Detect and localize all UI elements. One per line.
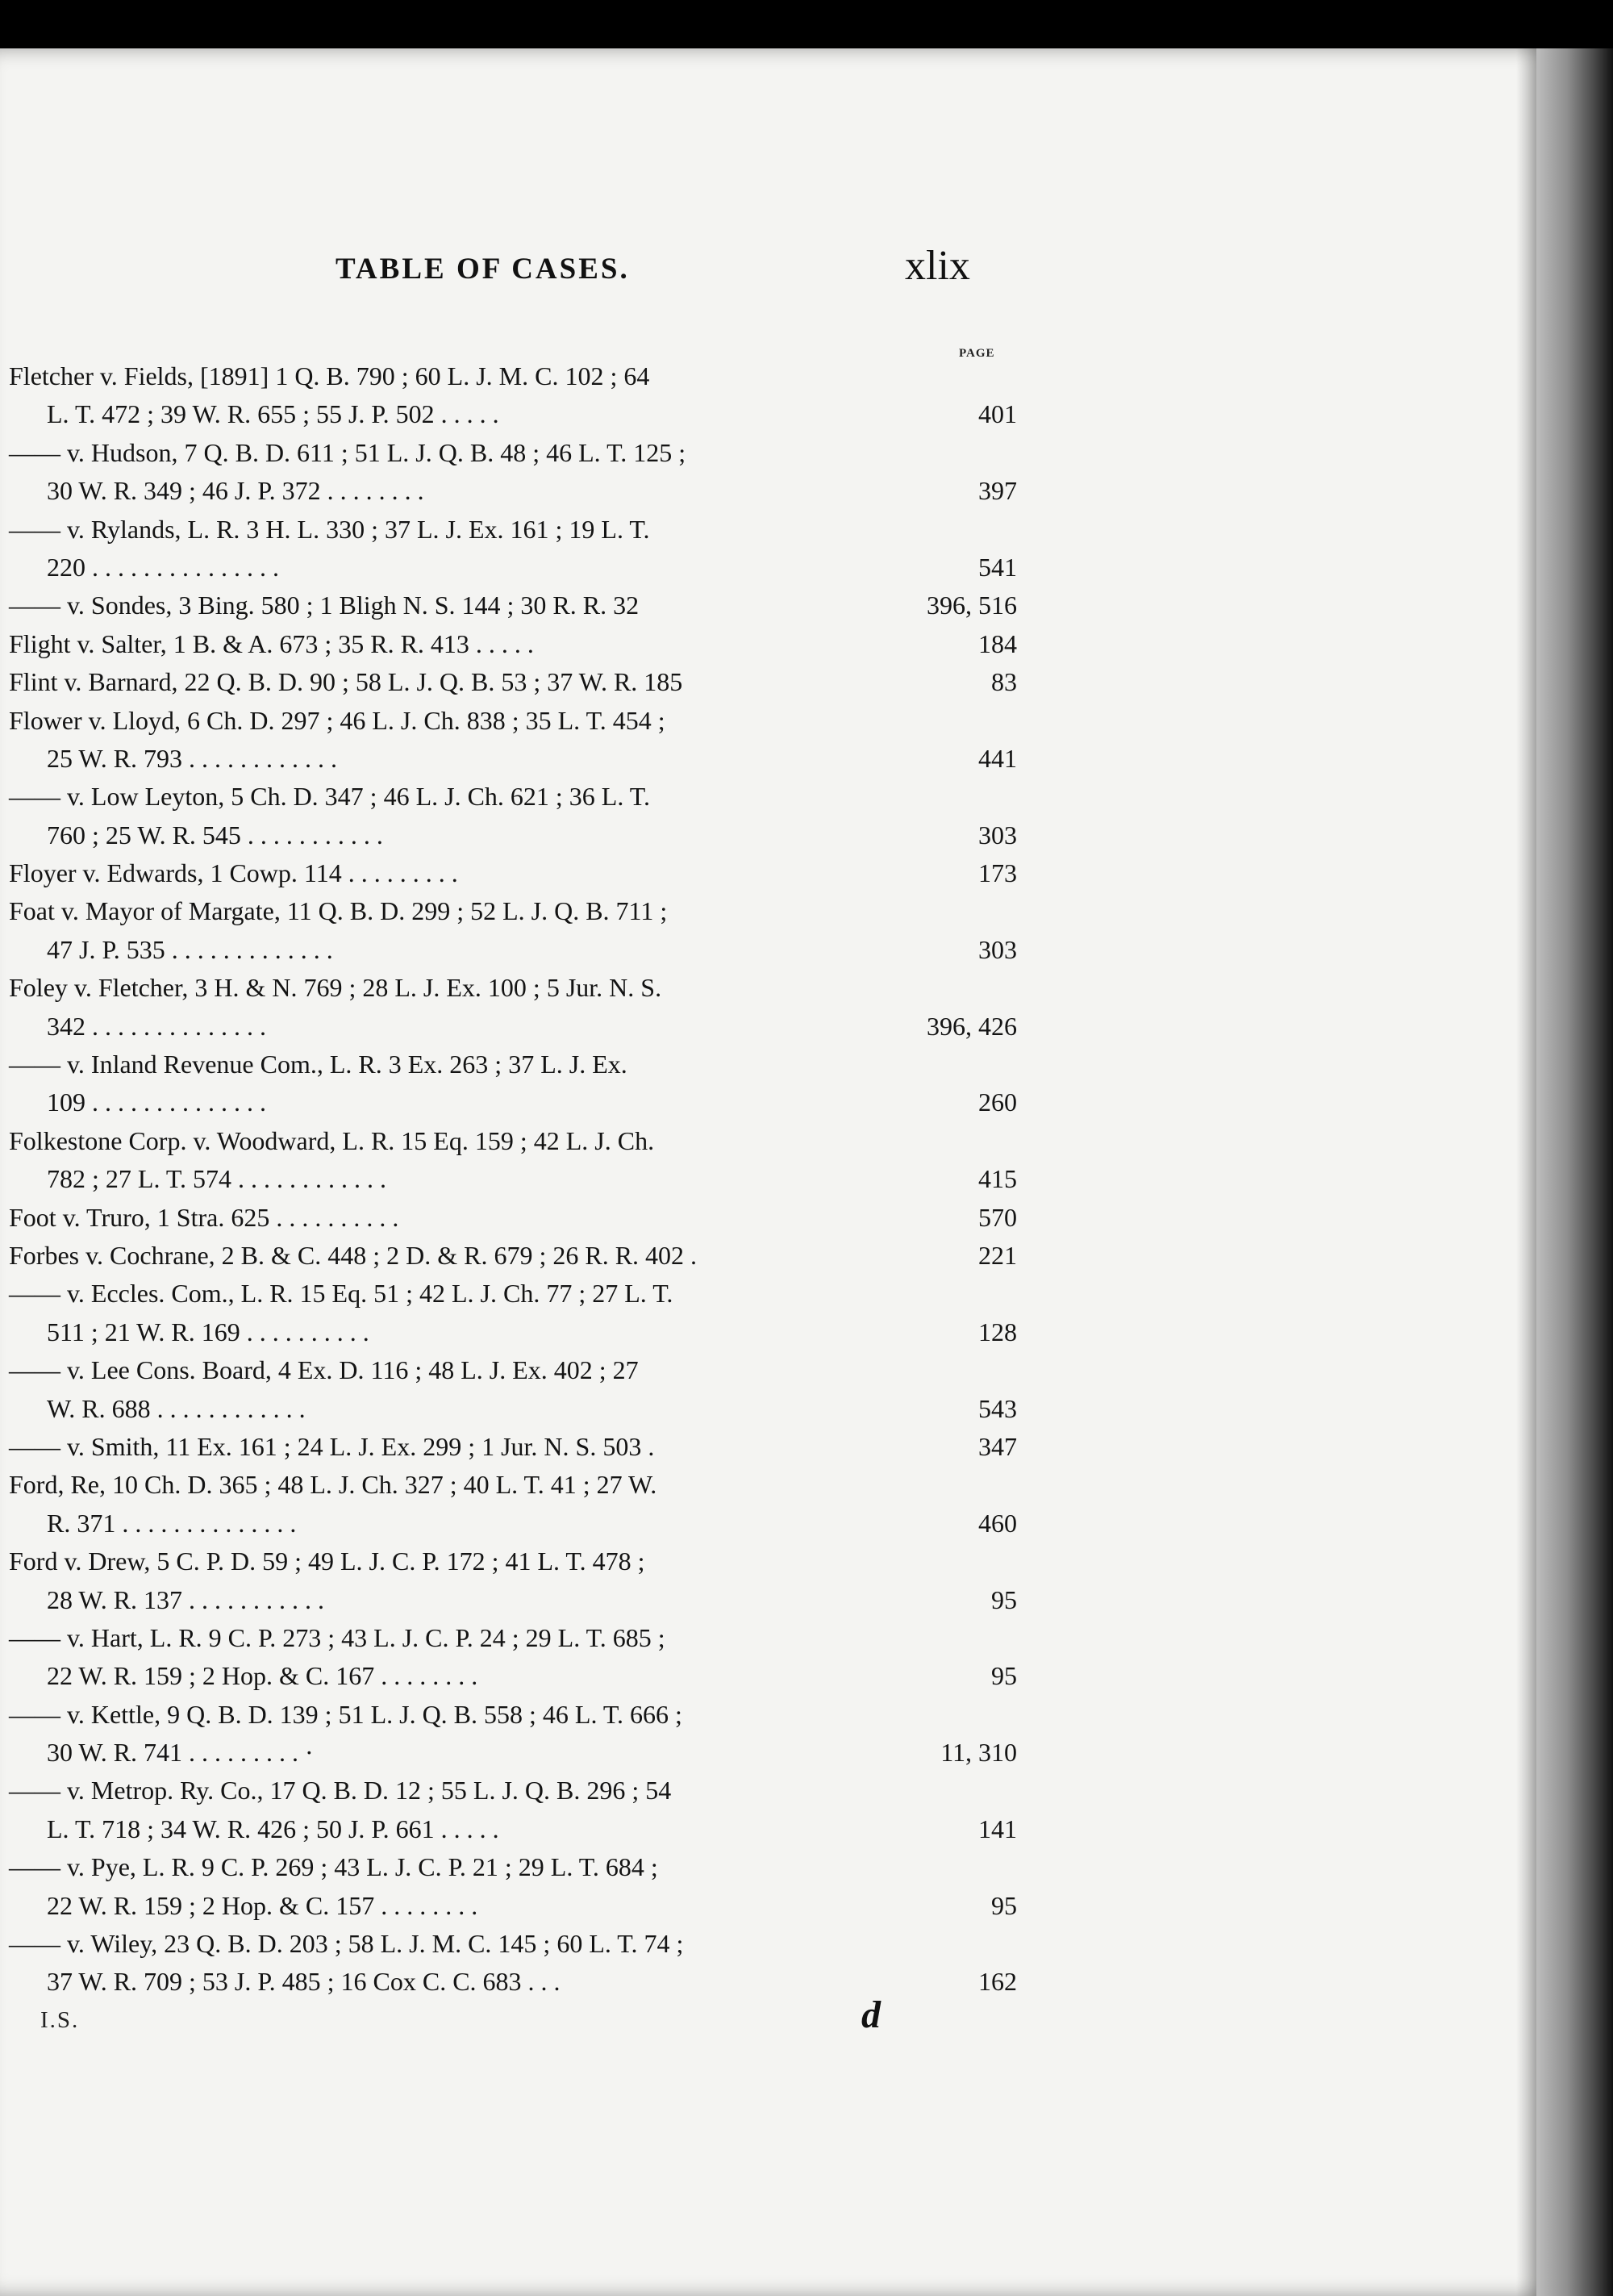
case-page-number: 396, 426 <box>927 1011 1017 1041</box>
case-entry-line <box>9 892 1017 930</box>
case-citation-text: —— v. Inland Revenue Com., L. R. 3 Ex. 263 ; 37 L. J. Ex. <box>9 1050 627 1079</box>
case-entry-line <box>9 511 1017 549</box>
case-citation-text: —— v. Hart, L. R. 9 C. P. 273 ; 43 L. J. C. P. 24 ; 29 L. T. 685 ; <box>9 1622 665 1652</box>
case-entry-line <box>9 1925 1017 1963</box>
case-citation-text: 25 W. R. 793 . . . . . . . . . . . . <box>47 743 338 773</box>
case-citation-text: Forbes v. Cochrane, 2 B. & C. 448 ; 2 D. & R. 679 ; 26 R. R. 402 . <box>9 1240 698 1270</box>
case-entry-line <box>9 969 1017 1007</box>
case-page-number: 570 <box>978 1202 1017 1232</box>
case-entry <box>9 625 1017 663</box>
case-page-number: 128 <box>978 1317 1017 1346</box>
case-entry-line <box>9 625 1017 663</box>
case-citation-text: —— v. Smith, 11 Ex. 161 ; 24 L. J. Ex. 299 ; 1 Jur. N. S. 503 . <box>9 1431 655 1461</box>
case-entry <box>9 1542 1017 1619</box>
case-entry-line <box>9 1199 1017 1237</box>
case-entry <box>9 1122 1017 1199</box>
case-citation-text: 47 J. P. 535 . . . . . . . . . . . . . <box>47 934 333 964</box>
case-entry-line <box>9 1428 1017 1466</box>
case-entry-line <box>9 1390 1017 1428</box>
case-entry <box>9 1772 1017 1848</box>
case-page-number: 415 <box>978 1164 1017 1194</box>
case-page-number: 95 <box>991 1661 1017 1691</box>
case-entry-line <box>9 1810 1017 1848</box>
case-entry-line <box>9 816 1017 854</box>
case-page-number: 83 <box>991 667 1017 697</box>
case-entry-line <box>9 1657 1017 1695</box>
case-entry-line <box>9 1466 1017 1504</box>
case-citation-text: 342 . . . . . . . . . . . . . . <box>47 1011 266 1041</box>
case-entry-line <box>9 663 1017 701</box>
case-page-number: 141 <box>978 1814 1017 1843</box>
case-citation-text: L. T. 718 ; 34 W. R. 426 ; 50 J. P. 661 . . . . . <box>47 1814 499 1843</box>
case-citation-text: L. T. 472 ; 39 W. R. 655 ; 55 J. P. 502 . . . . . <box>47 399 499 429</box>
book-spine <box>1536 48 1613 2296</box>
case-entry-line <box>9 1696 1017 1734</box>
case-entry-line <box>9 1275 1017 1313</box>
case-citation-text: —— v. Rylands, L. R. 3 H. L. 330 ; 37 L. J. Ex. 161 ; 19 L. T. <box>9 514 650 544</box>
case-page-number: 173 <box>978 858 1017 888</box>
case-entry <box>9 1619 1017 1696</box>
case-citation-text: 30 W. R. 741 . . . . . . . . . · <box>47 1738 314 1768</box>
case-entry <box>9 1046 1017 1122</box>
case-entry-line <box>9 434 1017 472</box>
case-citation-text: —— v. Low Leyton, 5 Ch. D. 347 ; 46 L. J. Ch. 621 ; 36 L. T. <box>9 782 650 812</box>
case-entry-line <box>9 1505 1017 1542</box>
table-of-cases-list <box>9 357 1017 2002</box>
case-entry-line <box>9 854 1017 892</box>
case-entry-line <box>9 1772 1017 1810</box>
case-citation-text: 511 ; 21 W. R. 169 . . . . . . . . . . <box>47 1317 369 1346</box>
case-page-number: 401 <box>978 399 1017 429</box>
case-page-number: 260 <box>978 1087 1017 1117</box>
case-page-number: 397 <box>978 476 1017 506</box>
case-entry-line <box>9 1734 1017 1772</box>
case-entry-line <box>9 1887 1017 1925</box>
case-entry <box>9 1466 1017 1542</box>
case-page-number: 303 <box>978 820 1017 850</box>
case-citation-text: Flight v. Salter, 1 B. & A. 673 ; 35 R. R. 413 . . . . . <box>9 628 534 658</box>
case-citation-text: 782 ; 27 L. T. 574 . . . . . . . . . . . . <box>47 1164 387 1194</box>
case-entry-line <box>9 702 1017 740</box>
case-entry-line <box>9 1581 1017 1619</box>
case-citation-text: Foat v. Mayor of Margate, 11 Q. B. D. 299 ; 52 L. J. Q. B. 711 ; <box>9 896 668 926</box>
case-page-number: 11, 310 <box>940 1738 1017 1768</box>
case-entry-line <box>9 549 1017 587</box>
case-entry-line <box>9 395 1017 433</box>
case-citation-text: 30 W. R. 349 ; 46 J. P. 372 . . . . . . . . <box>47 476 424 506</box>
case-entry-line <box>9 587 1017 624</box>
case-entry <box>9 1848 1017 1925</box>
case-citation-text: —— v. Eccles. Com., L. R. 15 Eq. 51 ; 42 L. J. Ch. 77 ; 27 L. T. <box>9 1279 673 1309</box>
case-citation-text: Ford v. Drew, 5 C. P. D. 59 ; 49 L. J. C. P. 172 ; 41 L. T. 478 ; <box>9 1547 645 1576</box>
running-head <box>0 242 1555 307</box>
case-entry <box>9 1237 1017 1275</box>
case-page-number: 441 <box>978 743 1017 773</box>
case-citation-text: W. R. 688 . . . . . . . . . . . . <box>47 1393 306 1423</box>
case-entry <box>9 434 1017 511</box>
case-entry-line <box>9 740 1017 778</box>
case-entry <box>9 854 1017 892</box>
case-page-number: 347 <box>978 1431 1017 1461</box>
case-entry <box>9 587 1017 624</box>
case-entry <box>9 969 1017 1046</box>
case-page-number: 95 <box>991 1584 1017 1614</box>
case-citation-text: Floyer v. Edwards, 1 Cowp. 114 . . . . . . . . . <box>9 858 458 888</box>
case-citation-text: 22 W. R. 159 ; 2 Hop. & C. 167 . . . . . . . . <box>47 1661 478 1691</box>
signature-mark: I.S. <box>40 2007 80 2033</box>
case-entry-line <box>9 1008 1017 1046</box>
case-entry-line <box>9 472 1017 510</box>
case-entry <box>9 892 1017 969</box>
case-entry-line <box>9 1848 1017 1886</box>
case-citation-text: 28 W. R. 137 . . . . . . . . . . . <box>47 1584 325 1614</box>
case-page-number: 95 <box>991 1890 1017 1920</box>
case-citation-text: 109 . . . . . . . . . . . . . . <box>47 1087 266 1117</box>
case-entry-line <box>9 1237 1017 1275</box>
case-entry <box>9 1199 1017 1237</box>
case-citation-text: Folkestone Corp. v. Woodward, L. R. 15 Eq. 159 ; 42 L. J. Ch. <box>9 1125 655 1155</box>
case-entry-line <box>9 1046 1017 1083</box>
case-page-number: 396, 516 <box>927 591 1017 620</box>
case-entry <box>9 663 1017 701</box>
case-entry <box>9 1275 1017 1351</box>
case-entry-line <box>9 1083 1017 1121</box>
case-citation-text: —— v. Lee Cons. Board, 4 Ex. D. 116 ; 48 L. J. Ex. 402 ; 27 <box>9 1355 639 1385</box>
case-citation-text: Foot v. Truro, 1 Stra. 625 . . . . . . . . . . <box>9 1202 399 1232</box>
case-entry <box>9 511 1017 587</box>
case-page-number: 184 <box>978 628 1017 658</box>
case-citation-text: 37 W. R. 709 ; 53 J. P. 485 ; 16 Cox C. C. 683 . . . <box>47 1967 561 1997</box>
case-entry-line <box>9 357 1017 395</box>
case-entry-line <box>9 1160 1017 1198</box>
sheet-letter: d <box>861 1993 881 2036</box>
case-citation-text: Fletcher v. Fields, [1891] 1 Q. B. 790 ; 60 L. J. M. C. 102 ; 64 <box>9 361 650 390</box>
case-citation-text: —— v. Kettle, 9 Q. B. D. 139 ; 51 L. J. Q. B. 558 ; 46 L. T. 666 ; <box>9 1699 682 1729</box>
case-citation-text: —— v. Pye, L. R. 9 C. P. 269 ; 43 L. J. C. P. 21 ; 29 L. T. 684 ; <box>9 1852 658 1882</box>
case-entry <box>9 1428 1017 1466</box>
case-citation-text: Flower v. Lloyd, 6 Ch. D. 297 ; 46 L. J. Ch. 838 ; 35 L. T. 454 ; <box>9 705 665 735</box>
case-page-number: 303 <box>978 934 1017 964</box>
case-citation-text: 22 W. R. 159 ; 2 Hop. & C. 157 . . . . . . . . <box>47 1890 478 1920</box>
case-entry-line <box>9 931 1017 969</box>
case-citation-text: —— v. Metrop. Ry. Co., 17 Q. B. D. 12 ; 55 L. J. Q. B. 296 ; 54 <box>9 1776 672 1805</box>
case-entry-line <box>9 1122 1017 1160</box>
case-page-number: 221 <box>978 1240 1017 1270</box>
case-citation-text: —— v. Wiley, 23 Q. B. D. 203 ; 58 L. J. M. C. 145 ; 60 L. T. 74 ; <box>9 1929 684 1959</box>
case-citation-text: Ford, Re, 10 Ch. D. 365 ; 48 L. J. Ch. 327 ; 40 L. T. 41 ; 27 W. <box>9 1470 657 1500</box>
case-page-number: 541 <box>978 552 1017 582</box>
page-column-label: PAGE <box>959 347 995 360</box>
case-citation-text: 760 ; 25 W. R. 545 . . . . . . . . . . . <box>47 820 383 850</box>
case-entry <box>9 702 1017 779</box>
case-page-number: 162 <box>978 1967 1017 1997</box>
case-entry <box>9 778 1017 854</box>
case-entry-line <box>9 778 1017 816</box>
case-entry <box>9 357 1017 434</box>
case-citation-text: Foley v. Fletcher, 3 H. & N. 769 ; 28 L. J. Ex. 100 ; 5 Jur. N. S. <box>9 973 662 1003</box>
case-citation-text: Flint v. Barnard, 22 Q. B. D. 90 ; 58 L. J. Q. B. 53 ; 37 W. R. 185 <box>9 667 683 697</box>
case-entry <box>9 1696 1017 1772</box>
case-entry-line <box>9 1542 1017 1580</box>
case-citation-text: R. 371 . . . . . . . . . . . . . . <box>47 1508 297 1538</box>
case-page-number: 543 <box>978 1393 1017 1423</box>
case-entry <box>9 1925 1017 2002</box>
case-citation-text: 220 . . . . . . . . . . . . . . . <box>47 552 279 582</box>
case-citation-text: —— v. Hudson, 7 Q. B. D. 611 ; 51 L. J. Q. B. 48 ; 46 L. T. 125 ; <box>9 437 686 467</box>
case-page-number: 460 <box>978 1508 1017 1538</box>
page-folio: xlix <box>905 243 970 289</box>
case-entry-line <box>9 1351 1017 1389</box>
case-entry-line <box>9 1313 1017 1351</box>
case-entry <box>9 1351 1017 1428</box>
case-citation-text: —— v. Sondes, 3 Bing. 580 ; 1 Bligh N. S. 144 ; 30 R. R. 32 <box>9 591 640 620</box>
page-title: TABLE OF CASES. <box>336 253 630 286</box>
case-entry-line <box>9 1619 1017 1657</box>
